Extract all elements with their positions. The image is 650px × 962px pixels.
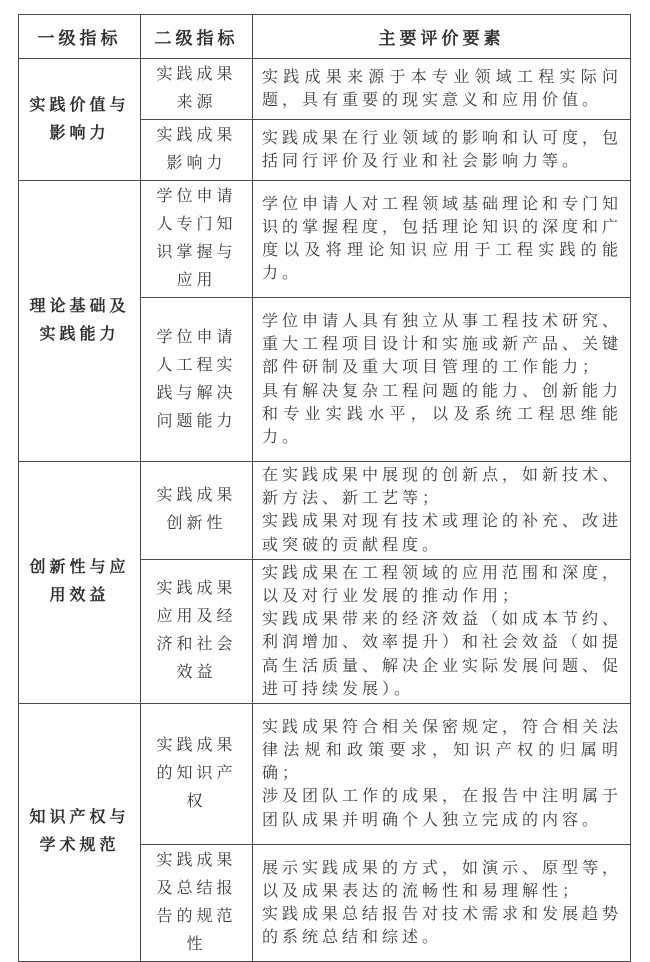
evaluation-elements-cell — [253, 844, 631, 961]
level2-indicator-cell: 学位申请人工程实践与解决问题能力 — [141, 298, 253, 462]
evaluation-paragraph: 实践成果来源于本专业领域工程实际问题，具有重要的现实意义和应用价值。 — [262, 68, 622, 109]
table-row — [19, 181, 631, 298]
header-main-evaluation-elements: 主要评价要素 — [253, 15, 631, 59]
evaluation-paragraph: 实践成果在行业领域的影响和认可度，包括同行评价及行业和社会影响力等。 — [262, 129, 623, 170]
level2-indicator-cell: 学位申请人专门知识掌握与应用 — [141, 181, 253, 298]
header-level1-indicator: 一级指标 — [19, 15, 141, 59]
evaluation-paragraph: 实践成果对现有技术或理论的补充、改进或突破的贡献程度。 — [262, 513, 623, 554]
level1-indicator-cell: 创新性与应用效益 — [19, 462, 141, 704]
table-body — [19, 59, 631, 962]
level2-indicator-cell: 实践成果来源 — [141, 59, 253, 120]
evaluation-paragraph: 实践成果在工程领域的应用范围和深度，以及对行业发展的推动作用； — [262, 564, 623, 605]
evaluation-paragraph: 实践成果符合相关保密规定，符合相关法律法规和政策要求，知识产权的归属明确； — [262, 718, 623, 783]
evaluation-paragraph: 展示实践成果的方式，如演示、原型等，以及成果表达的流畅性和易理解性； — [262, 859, 623, 900]
level2-indicator-cell: 实践成果的知识产权 — [141, 703, 253, 844]
table-row — [19, 703, 631, 844]
evaluation-paragraph: 在实践成果中展现的创新点，如新技术、新方法、新工艺等； — [262, 467, 623, 508]
evaluation-elements-cell — [253, 120, 631, 181]
level1-indicator-cell: 知识产权与学术规范 — [19, 703, 141, 961]
table-row — [19, 462, 631, 560]
evaluation-paragraph: 具有解决复杂工程问题的能力、创新能力和专业实践水平，以及系统工程思维能力。 — [262, 382, 623, 446]
level2-indicator-cell: 实践成果创新性 — [141, 462, 253, 560]
evaluation-paragraph: 实践成果总结报告对技术需求和发展趋势的系统总结和综述。 — [262, 905, 623, 947]
level2-indicator-cell: 实践成果及总结报告的规范性 — [141, 844, 253, 961]
header-row — [19, 15, 631, 59]
level1-indicator-cell: 实践价值与影响力 — [19, 59, 141, 181]
level2-indicator-cell: 实践成果应用及经济和社会效益 — [141, 559, 253, 703]
evaluation-elements-cell — [253, 181, 631, 298]
evaluation-paragraph: 实践成果带来的经济效益（如成本节约、利润增加、效率提升）和社会效益（如提高生活质量、解决企业实际发展问题、促进可持续发展）。 — [262, 611, 623, 698]
evaluation-paragraph: 学位申请人对工程领域基础理论和专门知识的掌握程度，包括理论知识的深度和广度以及将理论知识应用于工程实践的能力。 — [262, 195, 623, 283]
evaluation-elements-cell — [253, 59, 631, 120]
evaluation-elements-cell — [253, 559, 631, 703]
evaluation-elements-cell — [253, 462, 631, 560]
table-row — [19, 59, 631, 120]
evaluation-elements-cell — [253, 298, 631, 462]
evaluation-paragraph: 涉及团队工作的成果，在报告中注明属于团队成果并明确个人独立完成的内容。 — [262, 788, 623, 829]
level1-indicator-cell: 理论基础及实践能力 — [19, 181, 141, 462]
evaluation-elements-cell — [253, 703, 631, 844]
header-level2-indicator: 二级指标 — [141, 15, 253, 59]
level2-indicator-cell: 实践成果影响力 — [141, 120, 253, 181]
evaluation-paragraph: 学位申请人具有独立从事工程技术研究、重大工程项目设计和实施或新产品、关键部件研制及重大项目管理的工作能力； — [262, 312, 623, 377]
evaluation-criteria-table — [18, 14, 631, 962]
